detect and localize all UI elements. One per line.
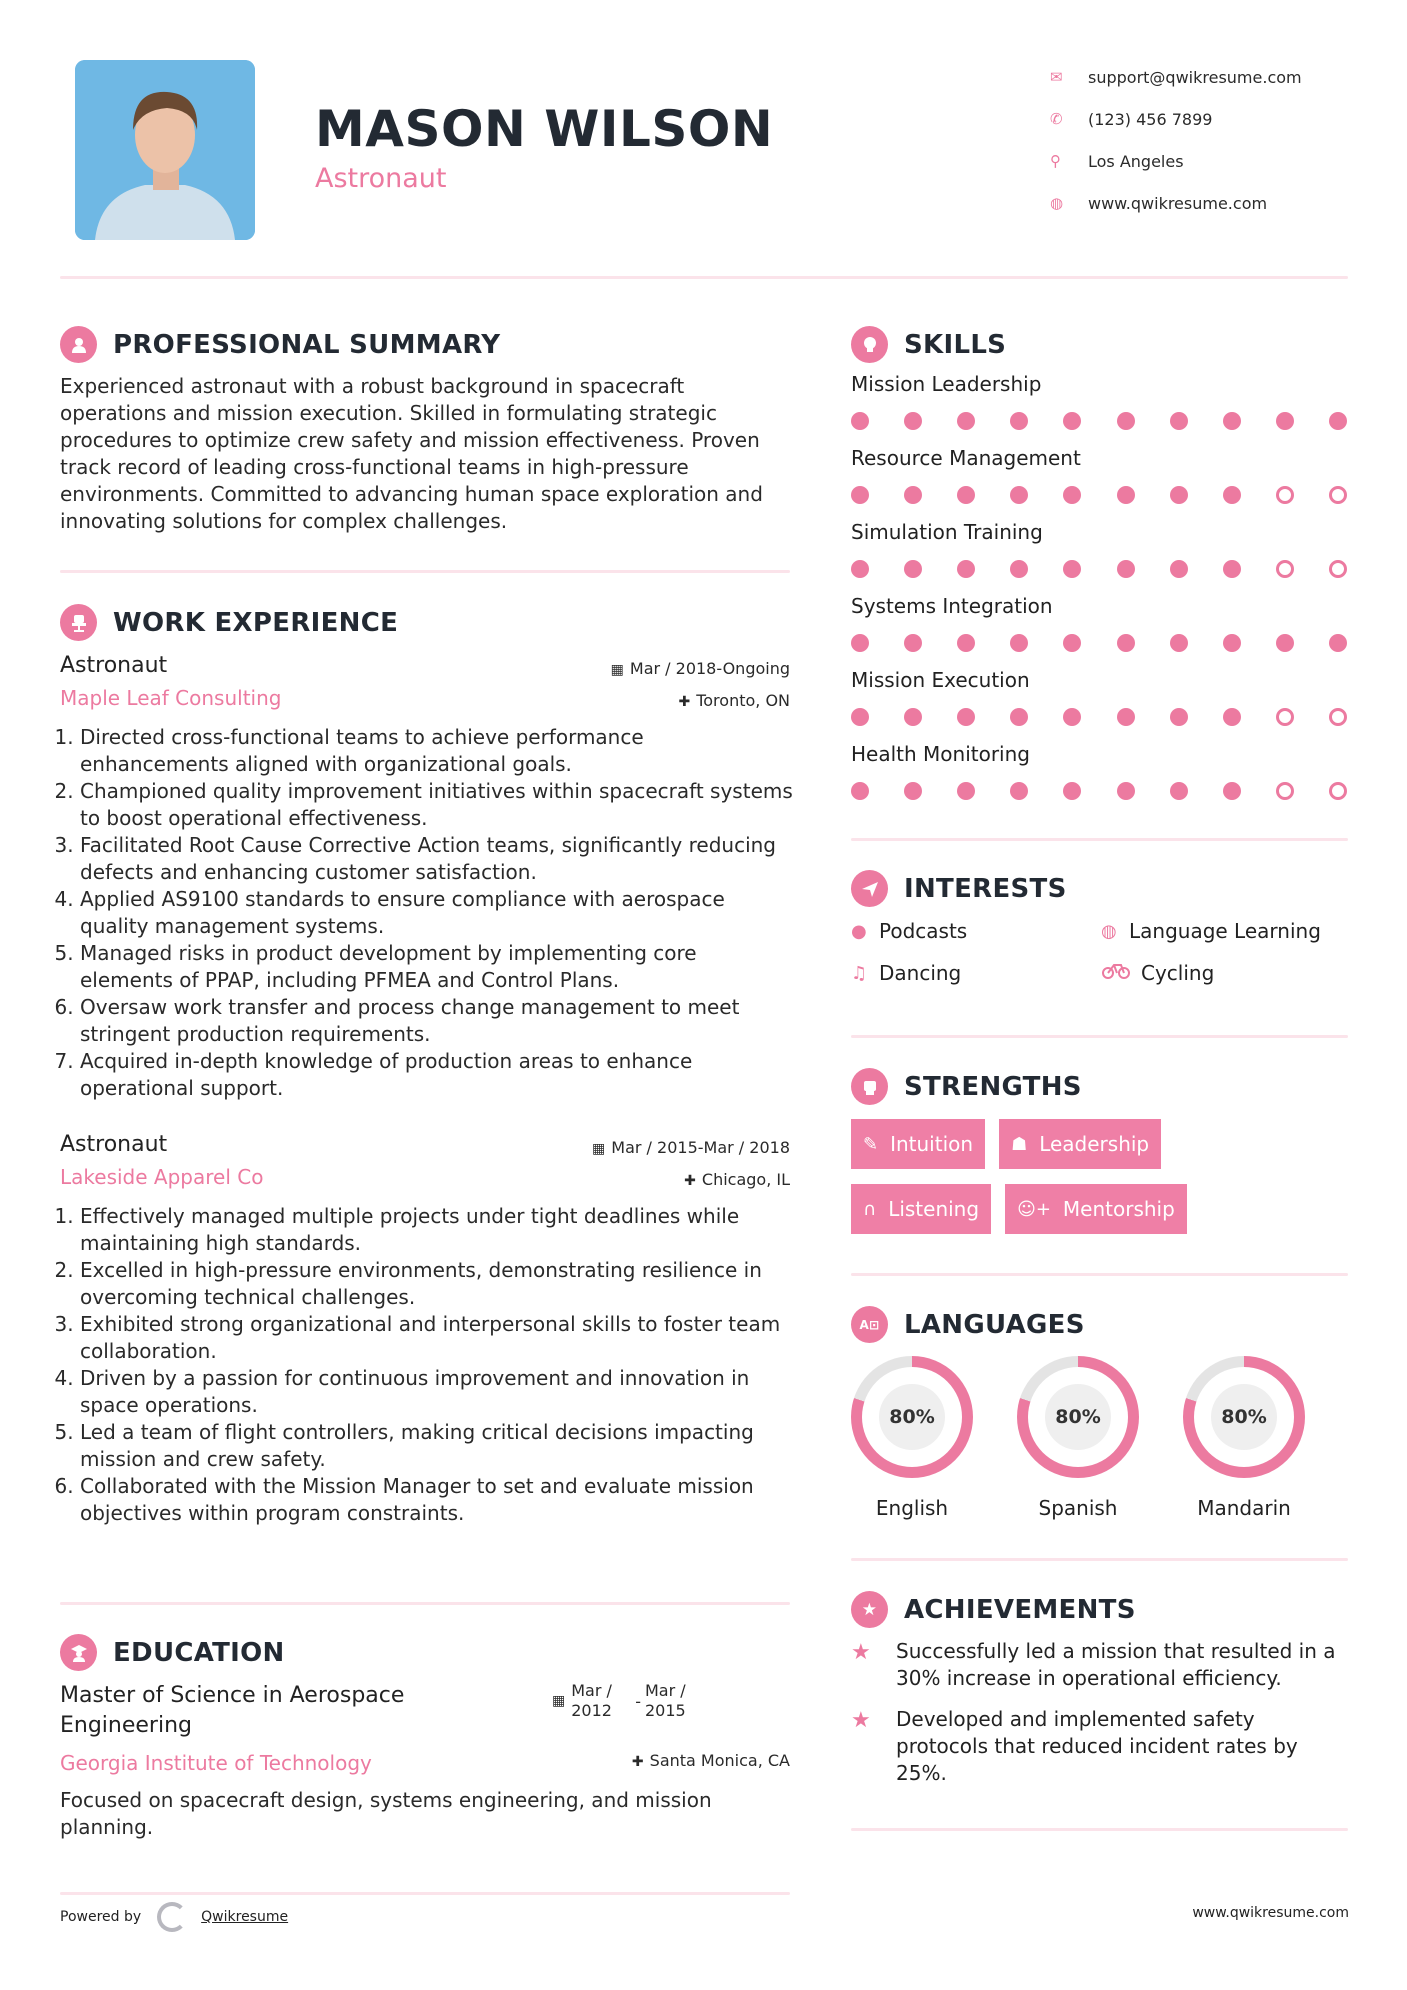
- rating-dot-empty: [1329, 560, 1347, 578]
- globe-icon: ◍: [1050, 194, 1064, 212]
- job-location: [678, 691, 790, 710]
- contact-email-text: support@qwikresume.com: [1088, 67, 1302, 87]
- section-heading: [851, 1591, 1391, 1628]
- duty-item: 3. Exhibited strong organizational and interpersonal skills to foster team collaboration.: [80, 1311, 795, 1365]
- job-company: Maple Leaf Consulting: [60, 686, 282, 710]
- rating-dot-filled: [1010, 708, 1028, 726]
- footer-url[interactable]: www.qwikresume.com: [1192, 1905, 1349, 1921]
- rating-dot-filled: [904, 412, 922, 430]
- envelope-icon: ✉: [1050, 68, 1063, 86]
- contact-location: [1050, 140, 1380, 182]
- rating-dot-filled: [1063, 782, 1081, 800]
- section-heading: [851, 1306, 1391, 1343]
- pushpin-icon: ✚: [684, 1173, 696, 1189]
- qwikresume-logo-icon: [157, 1902, 187, 1932]
- work-section: [60, 604, 795, 1527]
- language-progress-ring: [1017, 1356, 1139, 1478]
- job-title: Astronaut: [60, 653, 168, 678]
- summary-title: PROFESSIONAL SUMMARY: [113, 329, 501, 360]
- job-title: Astronaut: [60, 1132, 168, 1157]
- skill-rating: [851, 769, 1347, 813]
- section-heading: [851, 326, 1351, 363]
- job-entry: [60, 653, 795, 1102]
- strength-label: Leadership: [1039, 1132, 1150, 1156]
- candidate-name: MASON WILSON: [315, 100, 774, 158]
- rating-dot-filled: [1170, 708, 1188, 726]
- language-item: [1017, 1356, 1139, 1520]
- summary-divider: [60, 570, 790, 573]
- rating-dot-filled: [1010, 412, 1028, 430]
- rating-dot-filled: [957, 560, 975, 578]
- rating-dot-filled: [1063, 634, 1081, 652]
- rating-dot-filled: [1223, 782, 1241, 800]
- bicycle-icon: [1101, 962, 1141, 985]
- rating-dot-empty: [1276, 560, 1294, 578]
- job-duties: [60, 1203, 795, 1527]
- rating-dot-filled: [1010, 560, 1028, 578]
- pushpin-icon: ✚: [631, 1754, 644, 1770]
- achievements-title: ACHIEVEMENTS: [904, 1594, 1136, 1625]
- music-note-icon: ♫: [851, 962, 868, 984]
- duty-item: 4. Applied AS9100 standards to ensure compliance with aerospace quality management systems.: [80, 886, 795, 940]
- education-title: EDUCATION: [113, 1637, 285, 1668]
- location-pin-icon: ⚲: [1050, 152, 1061, 170]
- rating-dot-filled: [851, 486, 869, 504]
- strengths-row-1: [851, 1119, 1391, 1169]
- rating-dot-filled: [851, 708, 869, 726]
- skill-rating: [851, 621, 1347, 665]
- graduate-icon: [60, 1634, 97, 1671]
- strength-label: Listening: [888, 1197, 980, 1221]
- rating-dot-filled: [1117, 708, 1135, 726]
- rating-dot-filled: [1117, 782, 1135, 800]
- interests-divider: [851, 1035, 1348, 1038]
- rating-dot-filled: [851, 634, 869, 652]
- education-description: Focused on spacecraft design, systems engineering, and mission planning.: [60, 1788, 712, 1839]
- group-icon: ☗: [1011, 1133, 1028, 1155]
- interest-item: [851, 961, 1101, 985]
- education-location-text: Santa Monica, CA: [649, 1751, 790, 1770]
- duty-item: 5. Managed risks in product development by implementing core elements of PPAP, including PFMEA and Control Plans.: [80, 940, 795, 994]
- skill-item: [851, 665, 1351, 739]
- section-heading: [60, 604, 795, 641]
- rating-dot-filled: [1276, 634, 1294, 652]
- skill-label: Mission Execution: [851, 668, 1030, 692]
- rating-dot-empty: [1329, 708, 1347, 726]
- paper-plane-icon: [851, 870, 888, 907]
- powered-by-label: Powered by: [60, 1909, 142, 1925]
- section-heading: [851, 1068, 1391, 1105]
- skill-rating: [851, 695, 1347, 739]
- rating-dot-filled: [1170, 560, 1188, 578]
- achievements-section: [851, 1591, 1391, 1801]
- strength-chip-leadership: [999, 1119, 1161, 1169]
- rating-dot-filled: [1223, 486, 1241, 504]
- rating-dot-filled: [957, 782, 975, 800]
- strengths-title: STRENGTHS: [904, 1071, 1082, 1102]
- duty-item: 7. Acquired in-depth knowledge of production areas to enhance operational support.: [80, 1048, 795, 1102]
- language-progress-ring: [1183, 1356, 1305, 1478]
- work-divider: [60, 1602, 790, 1605]
- summary-section: [60, 326, 795, 535]
- skills-title: SKILLS: [904, 329, 1007, 360]
- rating-dot-filled: [1117, 560, 1135, 578]
- shooting-star-icon: ★: [851, 1640, 871, 1665]
- rating-dot-filled: [904, 560, 922, 578]
- shooting-star-icon: ★: [851, 1708, 871, 1733]
- rating-dot-empty: [1329, 486, 1347, 504]
- skills-section: [851, 326, 1351, 813]
- person-photo-icon: [75, 60, 255, 240]
- rating-dot-filled: [1329, 412, 1347, 430]
- rating-dot-filled: [904, 634, 922, 652]
- job-dates: [592, 1138, 790, 1157]
- strength-label: Mentorship: [1062, 1197, 1175, 1221]
- skill-label: Systems Integration: [851, 594, 1053, 618]
- language-name: Spanish: [1038, 1496, 1118, 1520]
- section-heading: [60, 326, 795, 363]
- interests-title: INTERESTS: [904, 873, 1067, 904]
- language-name: English: [875, 1496, 949, 1520]
- job-dates-text: Mar / 2018-Ongoing: [629, 659, 790, 678]
- job-entry: [60, 1132, 795, 1527]
- strengths-section: [851, 1068, 1391, 1234]
- duty-item: 5. Led a team of flight controllers, making critical decisions impacting mission and crew safety.: [80, 1419, 795, 1473]
- skill-label: Simulation Training: [851, 520, 1043, 544]
- education-end: Mar / 2015: [645, 1681, 686, 1720]
- rating-dot-filled: [1223, 634, 1241, 652]
- phone-icon: ✆: [1050, 110, 1063, 128]
- duty-item: 6. Collaborated with the Mission Manager to set and evaluate mission objectives within program constraints.: [80, 1473, 795, 1527]
- education-start: Mar / 2012: [571, 1681, 612, 1720]
- rating-dot-filled: [1223, 708, 1241, 726]
- contact-location-text: Los Angeles: [1088, 151, 1184, 171]
- duty-item: 6. Oversaw work transfer and process change management to meet stringent production requirements.: [80, 994, 795, 1048]
- contact-email[interactable]: [1050, 56, 1380, 98]
- rating-dot-empty: [1276, 782, 1294, 800]
- interest-item: [1101, 961, 1351, 985]
- qwikresume-link[interactable]: Qwikresume: [201, 1909, 289, 1925]
- education-dates: [552, 1681, 695, 1721]
- fist-icon: [851, 1068, 888, 1105]
- rating-dot-filled: [1063, 708, 1081, 726]
- rating-dot-filled: [1170, 486, 1188, 504]
- section-heading: [851, 870, 1351, 907]
- contact-phone-text: (123) 456 7899: [1088, 109, 1213, 129]
- rating-dot-filled: [957, 634, 975, 652]
- rating-dot-filled: [1063, 486, 1081, 504]
- skill-label: Mission Leadership: [851, 372, 1042, 396]
- job-location: [684, 1170, 790, 1189]
- rating-dot-filled: [1117, 486, 1135, 504]
- interest-label: Cycling: [1141, 961, 1215, 985]
- rating-dot-empty: [1276, 708, 1294, 726]
- interests-list: [851, 919, 1351, 985]
- education-entry: [60, 1681, 795, 1841]
- skill-rating: [851, 473, 1347, 517]
- skill-rating: [851, 547, 1347, 591]
- education-location: [632, 1751, 790, 1770]
- duty-item: 1. Directed cross-functional teams to achieve performance enhancements aligned with organizational goals.: [80, 724, 795, 778]
- strength-chip-listening: [851, 1184, 991, 1234]
- skill-item: [851, 591, 1351, 665]
- skill-label: Health Monitoring: [851, 742, 1030, 766]
- contact-website-text: www.qwikresume.com: [1088, 193, 1268, 213]
- calendar-icon: ▦: [551, 1693, 566, 1709]
- skill-item: [851, 369, 1351, 443]
- contact-website[interactable]: [1050, 182, 1380, 224]
- duty-item: 2. Championed quality improvement initiatives within spacecraft systems to boost operational effectiveness.: [80, 778, 795, 832]
- rating-dot-filled: [1170, 412, 1188, 430]
- headphones-icon: ∩: [863, 1198, 877, 1220]
- skills-divider: [851, 838, 1348, 841]
- globe-icon: ◍: [1101, 920, 1117, 942]
- language-percent: 80%: [1045, 1384, 1111, 1450]
- skill-rating: [851, 399, 1347, 443]
- pushpin-icon: ✚: [678, 694, 691, 710]
- duty-item: 3. Facilitated Root Cause Corrective Action teams, significantly reducing defects and enhancing customer satisfaction.: [80, 832, 795, 886]
- skill-label: Resource Management: [851, 446, 1081, 470]
- rating-dot-filled: [1170, 634, 1188, 652]
- job-duties: [60, 724, 795, 1102]
- languages-section: [851, 1306, 1391, 1536]
- rating-dot-filled: [957, 708, 975, 726]
- calendar-icon: ▦: [610, 662, 624, 678]
- job-location-text: Toronto, ON: [696, 691, 790, 710]
- language-percent: 80%: [879, 1384, 945, 1450]
- candidate-role: Astronaut: [315, 163, 447, 194]
- user-icon: [60, 326, 97, 363]
- skill-item: [851, 739, 1351, 813]
- rating-dot-empty: [1276, 486, 1294, 504]
- work-title: WORK EXPERIENCE: [113, 607, 399, 638]
- language-item: [1183, 1356, 1305, 1520]
- interest-label: Dancing: [879, 961, 962, 985]
- strength-chip-mentorship: [1005, 1184, 1187, 1234]
- profile-photo: [75, 60, 255, 240]
- rating-dot-filled: [1063, 560, 1081, 578]
- rating-dot-filled: [1223, 560, 1241, 578]
- duty-item: 4. Driven by a passion for continuous improvement and innovation in space operations.: [80, 1365, 795, 1419]
- job-dates: [611, 659, 790, 678]
- school: Georgia Institute of Technology: [60, 1751, 372, 1775]
- rating-dot-filled: [1276, 412, 1294, 430]
- interest-label: Language Learning: [1129, 919, 1321, 943]
- rating-dot-filled: [904, 782, 922, 800]
- job-location-text: Chicago, IL: [701, 1170, 790, 1189]
- language-percent: 80%: [1211, 1384, 1277, 1450]
- language-name: Mandarin: [1197, 1496, 1291, 1520]
- calendar-icon: ▦: [592, 1141, 606, 1157]
- education-date-separator: -: [635, 1691, 641, 1711]
- skill-item: [851, 517, 1351, 591]
- microphone-icon: ●: [851, 920, 867, 942]
- rating-dot-filled: [904, 708, 922, 726]
- strength-label: Intuition: [890, 1132, 974, 1156]
- strength-chip-intuition: [851, 1119, 985, 1169]
- education-section: [60, 1634, 795, 1841]
- strengths-row-2: [851, 1184, 1391, 1234]
- rating-dot-empty: [1329, 782, 1347, 800]
- rating-dot-filled: [1117, 634, 1135, 652]
- interest-item: [851, 919, 1101, 943]
- office-chair-icon: [60, 604, 97, 641]
- strengths-divider: [851, 1273, 1348, 1276]
- interest-item: [1101, 919, 1351, 943]
- interest-label: Podcasts: [879, 919, 968, 943]
- rating-dot-filled: [851, 782, 869, 800]
- achievement-item: [851, 1706, 1391, 1787]
- achievement-text: Successfully led a mission that resulted in a 30% increase in operational efficiency.: [896, 1639, 1336, 1690]
- translate-icon: A⊡: [851, 1306, 888, 1343]
- job-company: Lakeside Apparel Co: [60, 1165, 264, 1189]
- rating-dot-filled: [957, 412, 975, 430]
- header-divider: [60, 276, 1348, 279]
- degree: Master of Science in Aerospace Engineering: [60, 1683, 405, 1738]
- user-plus-icon: ☺+: [1017, 1198, 1051, 1220]
- rating-dot-filled: [1223, 412, 1241, 430]
- summary-text: Experienced astronaut with a robust background in spacecraft operations and mission execution. Skilled in formulating strategic procedures to optimize crew safety and mission effectiveness. Proven track record of leading cross-functional teams in high-pressure environments. Committed to advancing human space exploration and innovating solutions for complex challenges.: [60, 374, 763, 533]
- education-divider: [60, 1892, 790, 1895]
- rating-dot-filled: [851, 412, 869, 430]
- achievements-divider: [851, 1828, 1348, 1831]
- rating-dot-filled: [1063, 412, 1081, 430]
- interests-section: [851, 870, 1351, 985]
- section-heading: [60, 1634, 795, 1671]
- star-badge-icon: ★: [851, 1591, 888, 1628]
- rating-dot-filled: [1170, 782, 1188, 800]
- skills-list: [851, 369, 1351, 813]
- rating-dot-filled: [1010, 634, 1028, 652]
- skill-item: [851, 443, 1351, 517]
- achievements-list: [851, 1638, 1391, 1787]
- rating-dot-filled: [1329, 634, 1347, 652]
- rating-dot-filled: [1117, 412, 1135, 430]
- languages-title: LANGUAGES: [904, 1309, 1085, 1340]
- rating-dot-filled: [1010, 782, 1028, 800]
- footer-powered-by: [60, 1902, 288, 1932]
- duty-item: 2. Excelled in high-pressure environments, demonstrating resilience in overcoming technical challenges.: [80, 1257, 795, 1311]
- achievement-item: [851, 1638, 1391, 1692]
- rating-dot-filled: [851, 560, 869, 578]
- languages-divider: [851, 1558, 1348, 1561]
- job-dates-text: Mar / 2015-Mar / 2018: [611, 1138, 790, 1157]
- rating-dot-filled: [1010, 486, 1028, 504]
- language-progress-ring: [851, 1356, 973, 1478]
- contact-list: [1050, 56, 1380, 224]
- contact-phone[interactable]: [1050, 98, 1380, 140]
- duty-item: 1. Effectively managed multiple projects under tight deadlines while maintaining high standards.: [80, 1203, 795, 1257]
- achievement-text: Developed and implemented safety protocols that reduced incident rates by 25%.: [896, 1707, 1298, 1785]
- magic-wand-icon: ✎: [863, 1133, 879, 1155]
- rating-dot-filled: [957, 486, 975, 504]
- language-item: [851, 1356, 973, 1520]
- rating-dot-filled: [904, 486, 922, 504]
- lightbulb-icon: [851, 326, 888, 363]
